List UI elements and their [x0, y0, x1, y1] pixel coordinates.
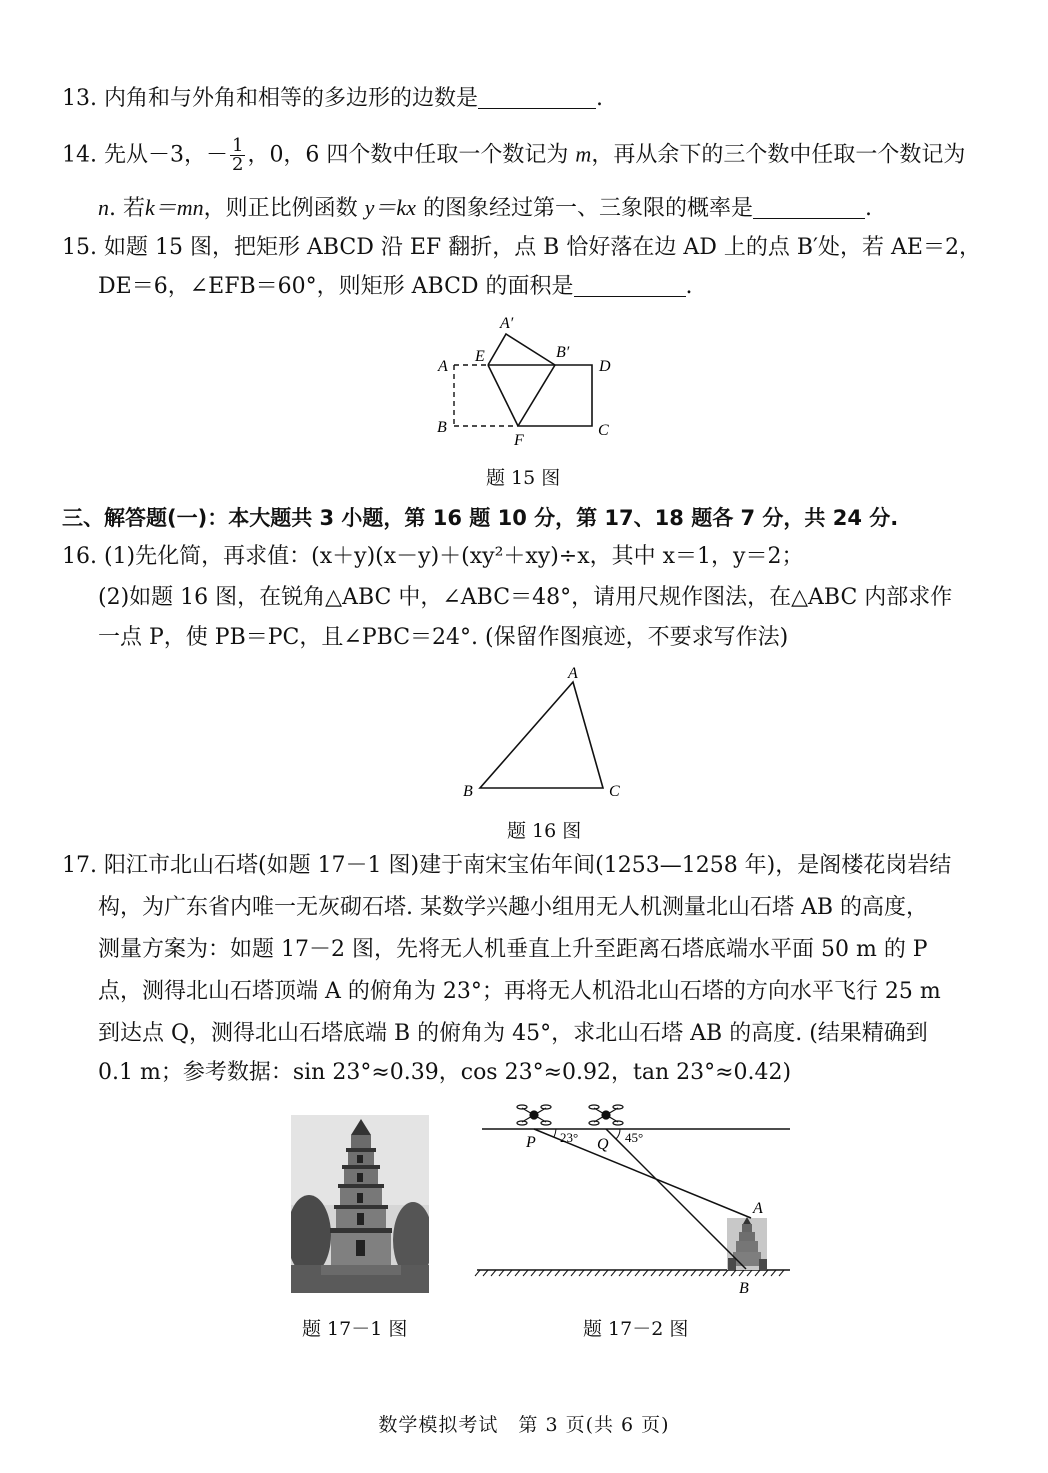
fig17-label-p: P [526, 1134, 536, 1151]
fig15-label-b-prime: B′ [556, 344, 570, 361]
figure-16-caption: 题 16 图 [507, 820, 582, 842]
question-16-line3: 一点 P，使 PB＝PC，且∠PBC＝24°. (保留作图痕迹，不要求写作法) [98, 625, 789, 650]
question-13: 13. 内角和与外角和相等的多边形的边数是 . [62, 86, 603, 111]
fig15-label-e: E [475, 348, 485, 365]
question-17-line5: 到达点 Q，测得北山石塔底端 B 的俯角为 45°，求北山石塔 AB 的高度. (结果精确到 [98, 1021, 928, 1046]
question-15-line1: 15. 如题 15 图，把矩形 ABCD 沿 EF 翻折，点 B 恰好落在边 AD 上的点 B′处，若 AE＝2， [62, 235, 981, 260]
figure-17-2-drone-diagram [472, 1098, 794, 1298]
fig15-label-f: F [514, 432, 524, 449]
question-15-line2: DE＝6，∠EFB＝60°，则矩形 ABCD 的面积是 . [98, 274, 693, 299]
question-17-line2: 构，为广东省内唯一无灰砌石塔. 某数学兴趣小组用无人机测量北山石塔 AB 的高度， [98, 895, 929, 920]
answer-blank-15[interactable] [574, 274, 686, 297]
fig17-label-23deg: 23° [560, 1130, 579, 1145]
fig16-label-b: B [463, 783, 473, 800]
fig15-ef [488, 365, 518, 426]
fig16-triangle-abc [480, 682, 603, 788]
fig15-label-d: D [599, 358, 611, 375]
fig15-fb-prime [518, 365, 555, 426]
fig15-label-b: B [437, 419, 447, 436]
fig15-label-c: C [598, 422, 609, 439]
figure-17-1-pagoda-photo [291, 1115, 429, 1293]
question-17-line4: 点，测得北山石塔顶端 A 的俯角为 23°；再将无人机沿北山石塔的方向水平飞行 25 m [98, 979, 941, 1004]
question-13-text: 13. 内角和与外角和相等的多边形的边数是 [62, 86, 478, 111]
figure-17-1-caption: 题 17－1 图 [302, 1318, 408, 1340]
fig15-folded-triangle [488, 334, 555, 365]
fig16-label-c: C [609, 783, 620, 800]
page-footer: 数学模拟考试 第 3 页(共 6 页) [378, 1414, 670, 1436]
figure-15-caption: 题 15 图 [486, 467, 561, 489]
question-14-line1: 14. 先从－3，－ $\frac{1}{2}$ ，0，6 四个数中任取一个数记为 m，再从余下的三个数中任取一个数记为 [62, 135, 966, 175]
fig16-label-a: A [568, 665, 578, 682]
figure-16-triangle [455, 660, 635, 805]
fig17-label-b: B [739, 1280, 749, 1297]
fig17-arc-45 [616, 1129, 620, 1139]
question-14-line2: n. 若k＝mn，则正比例函数 y＝kx 的图象经过第一、三象限的概率是 . [98, 195, 872, 221]
fig15-label-a: A [438, 358, 448, 375]
question-16-line1: 16. (1)先化简，再求值：(x＋y)(x－y)＋(xy²＋xy)÷x，其中 x＝1，y＝2； [62, 544, 804, 569]
fig17-line-qb [606, 1129, 746, 1269]
fraction-one-half: $\frac{1}{2}$ [231, 135, 244, 175]
fig17-label-q: Q [597, 1136, 609, 1153]
answer-blank-13[interactable] [478, 86, 596, 109]
fig17-mini-pagoda [727, 1217, 767, 1270]
drone-icon-q [589, 1105, 623, 1125]
figure-17-2-caption: 题 17－2 图 [583, 1318, 689, 1340]
question-17-line1: 17. 阳江市北山石塔(如题 17－1 图)建于南宋宝佑年间(1253—1258 年)，是阁楼花岗岩结 [62, 853, 952, 878]
fig17-ground-hatching [475, 1270, 784, 1276]
drone-icon-p [517, 1105, 551, 1125]
answer-blank-14[interactable] [753, 196, 865, 219]
fig17-arc-23 [554, 1129, 556, 1137]
section-3-heading: 三、解答题(一)：本大题共 3 小题，第 16 题 10 分，第 17、18 题各 7 分，共 24 分. [62, 506, 899, 530]
figure-15-rectangle-fold [420, 308, 640, 453]
fig17-label-45deg: 45° [625, 1130, 644, 1145]
fig17-label-a: A [753, 1200, 763, 1217]
question-17-line6: 0.1 m；参考数据：sin 23°≈0.39，cos 23°≈0.92，tan 23°≈0.42) [98, 1060, 792, 1085]
question-16-line2: (2)如题 16 图，在锐角△ABC 中，∠ABC＝48°，请用尺规作图法，在△ABC 内部求作 [98, 585, 953, 610]
fig15-label-a-prime: A′ [500, 315, 514, 332]
question-17-line3: 测量方案为：如题 17－2 图，先将无人机垂直上升至距离石塔底端水平面 50 m 的 P [98, 937, 928, 962]
